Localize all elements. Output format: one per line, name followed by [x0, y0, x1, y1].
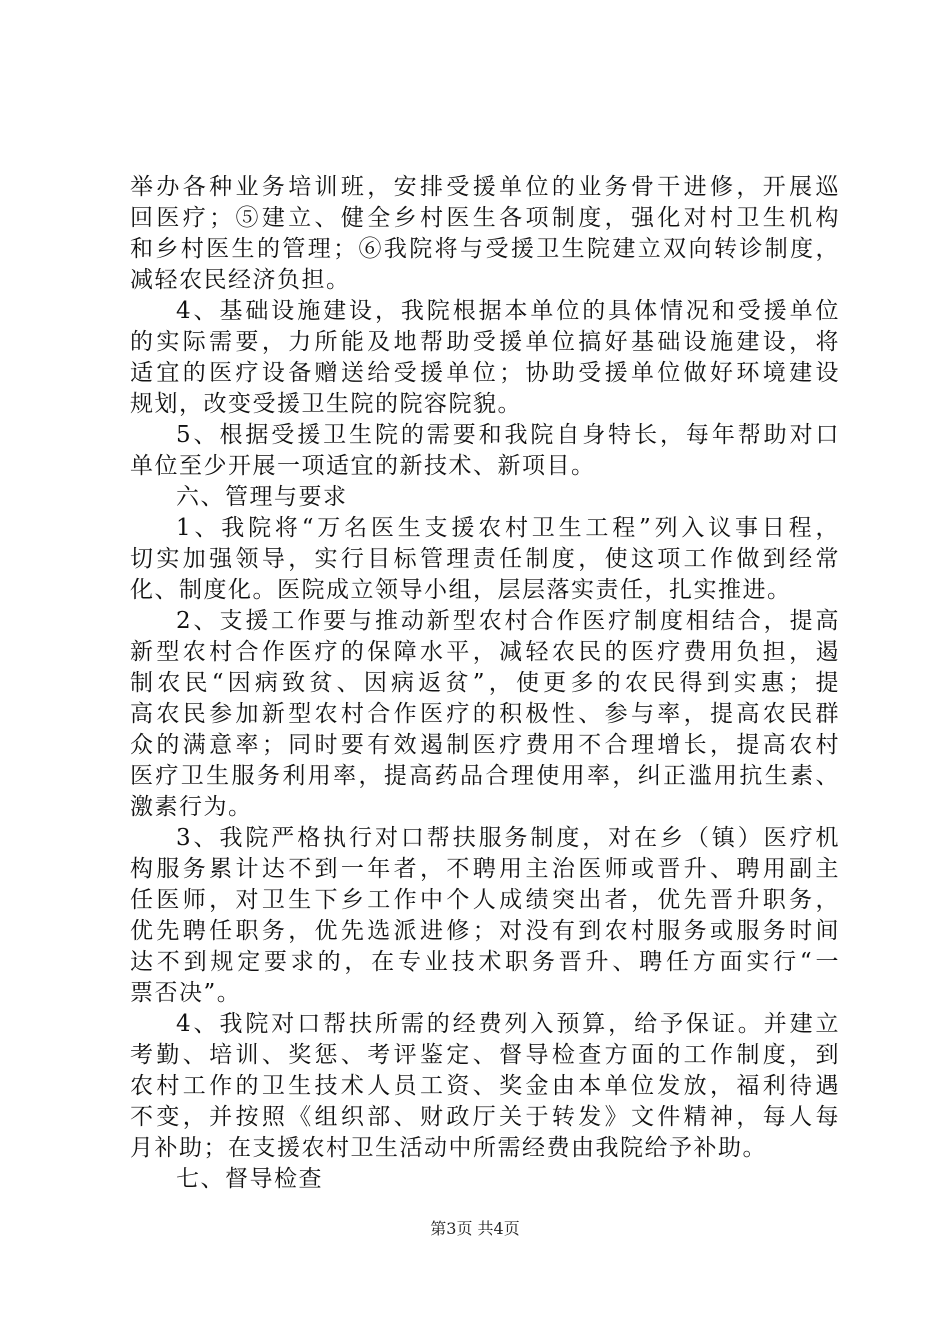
text-line: 4、我院对口帮扶所需的经费列入预算，给予保证。并建立	[176, 1011, 840, 1037]
text-line: 4、基础设施建设，我院根据本单位的具体情况和受援单位	[176, 298, 840, 324]
text-line: 不变，并按照《组织部、财政厅关于转发》文件精神，每人每	[130, 1104, 840, 1130]
text-line: 规划，改变受援卫生院的院容院貌。	[130, 391, 522, 417]
text-line: 切实加强领导，实行目标管理责任制度，使这项工作做到经常	[130, 546, 840, 572]
text-line: 举办各种业务培训班，安排受援单位的业务骨干进修，开展巡	[130, 174, 840, 200]
text-line: 票否决”。	[130, 980, 242, 1006]
text-line: 新型农村合作医疗的保障水平，减轻农民的医疗费用负担，遏	[130, 639, 840, 665]
text-line: 制农民“因病致贫、因病返贫”，使更多的农民得到实惠；提	[130, 670, 840, 696]
text-line: 5、根据受援卫生院的需要和我院自身特长，每年帮助对口	[176, 422, 840, 448]
page-number-footer: 第3页 共4页	[430, 1219, 520, 1238]
text-line: 适宜的医疗设备赠送给受援单位；协助受援单位做好环境建设	[130, 360, 840, 386]
text-line: 和乡村医生的管理；⑥我院将与受援卫生院建立双向转诊制度，	[130, 236, 840, 262]
text-line: 的实际需要，力所能及地帮助受援单位搞好基础设施建设，将	[130, 329, 840, 355]
section-heading: 七、督导检查	[176, 1166, 323, 1192]
text-line: 医疗卫生服务利用率，提高药品合理使用率，纠正滥用抗生素、	[130, 763, 840, 789]
text-line: 单位至少开展一项适宜的新技术、新项目。	[130, 453, 596, 479]
text-line: 构服务累计达不到一年者，不聘用主治医师或晋升、聘用副主	[130, 856, 840, 882]
body-text	[130, 172, 840, 1195]
text-line: 月补助；在支援农村卫生活动中所需经费由我院给予补助。	[130, 1135, 767, 1161]
text-line: 农村工作的卫生技术人员工资、奖金由本单位发放，福利待遇	[130, 1073, 840, 1099]
text-line: 减轻农民经济负担。	[130, 267, 351, 293]
text-line: 2、支援工作要与推动新型农村合作医疗制度相结合，提高	[176, 608, 840, 634]
text-line: 激素行为。	[130, 794, 253, 820]
text-line: 众的满意率；同时要有效遏制医疗费用不合理增长，提高农村	[130, 732, 840, 758]
text-line: 任医师，对卫生下乡工作中个人成绩突出者，优先晋升职务，	[130, 887, 840, 913]
text-line: 回医疗；⑤建立、健全乡村医生各项制度，强化对村卫生机构	[130, 205, 840, 231]
text-line: 3、我院严格执行对口帮扶服务制度，对在乡（镇）医疗机	[176, 825, 840, 851]
text-line: 高农民参加新型农村合作医疗的积极性、参与率，提高农民群	[130, 701, 840, 727]
text-line: 考勤、培训、奖惩、考评鉴定、督导检查方面的工作制度，到	[130, 1042, 840, 1068]
section-heading: 六、管理与要求	[176, 484, 348, 510]
text-line: 达不到规定要求的，在专业技术职务晋升、聘任方面实行“一	[130, 949, 840, 975]
text-line: 化、制度化。医院成立领导小组，层层落实责任，扎实推进。	[130, 577, 792, 603]
text-line: 1、我院将“万名医生支援农村卫生工程”列入议事日程，	[176, 515, 840, 541]
text-line: 优先聘任职务，优先选派进修；对没有到农村服务或服务时间	[130, 918, 840, 944]
